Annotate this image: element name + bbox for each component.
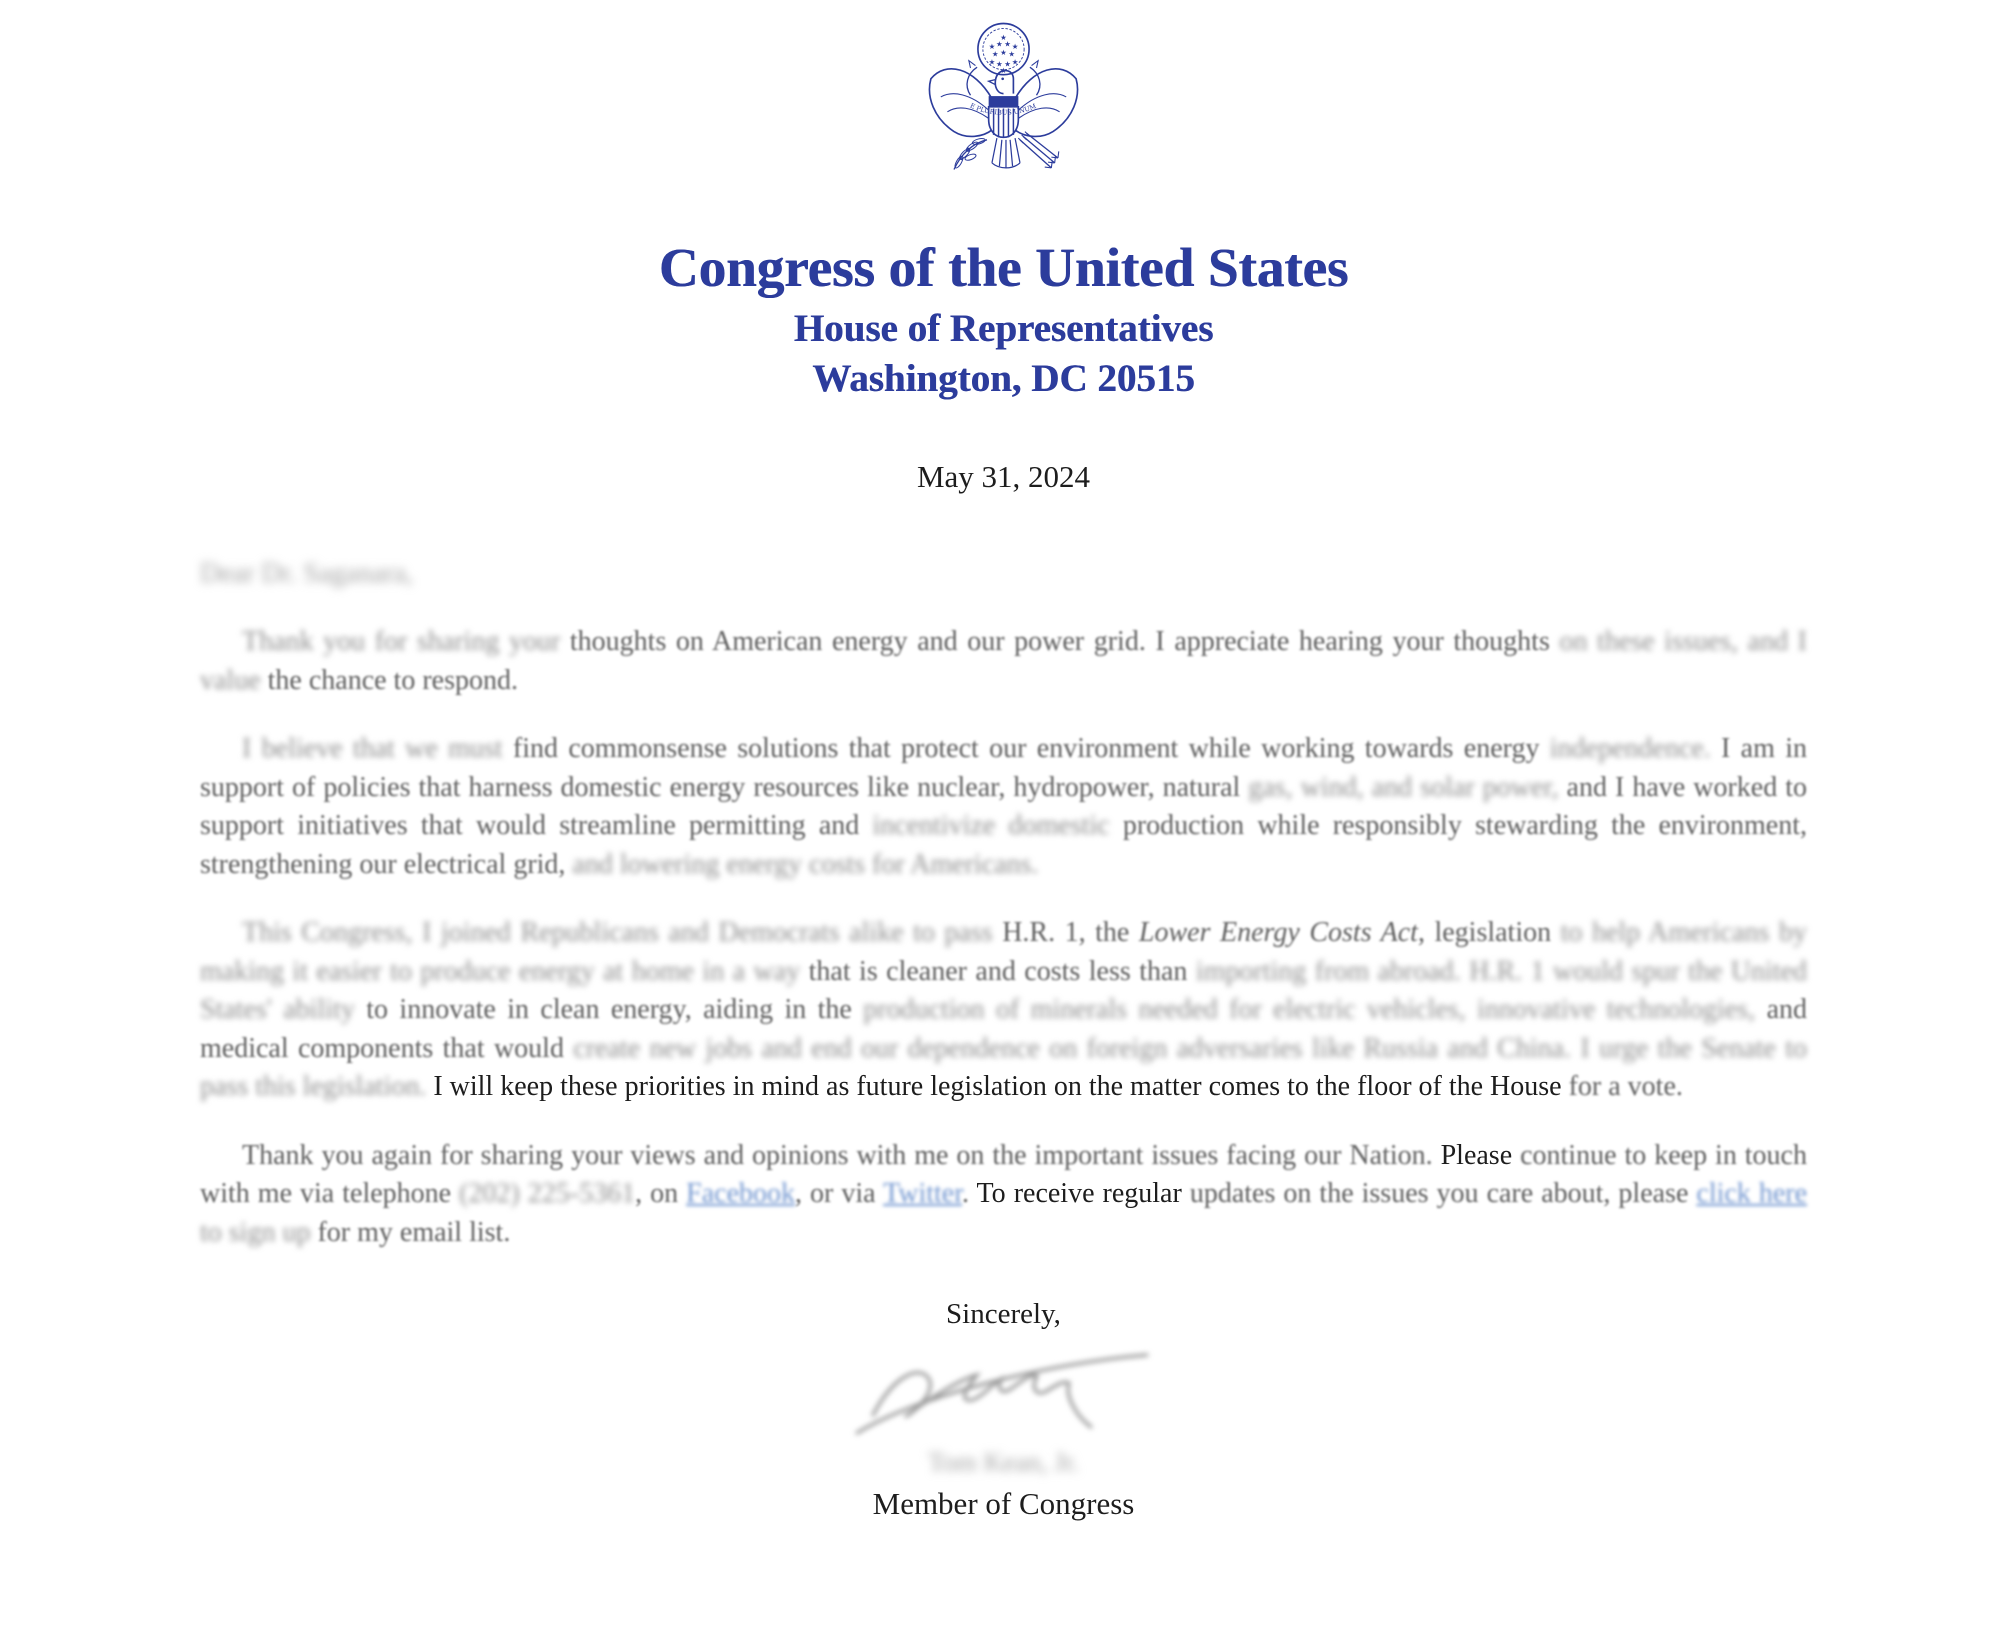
text-segment: create new jobs and end our dependence on foreign adversaries like Russia and China. I urge the Senate to pass this legislation. xyxy=(200,1032,1807,1103)
text-segment: the chance to respond. xyxy=(267,664,518,696)
text-segment: gas, wind, and solar power, xyxy=(1248,771,1567,803)
text-segment: I am in support of policies that harness domestic energy resources like nuclear, hydropower, natural xyxy=(200,733,1807,803)
svg-text:★: ★ xyxy=(996,59,1003,69)
text-segment: to help Americans by making it easier to produce energy at home in a way xyxy=(200,917,1807,987)
text-segment: on these issues, and I value xyxy=(200,626,1807,696)
svg-text:★: ★ xyxy=(1004,39,1011,49)
valediction: Sincerely, xyxy=(946,1298,1061,1331)
svg-text:★: ★ xyxy=(1000,66,1007,75)
letter-body xyxy=(200,555,1807,1253)
svg-text:★: ★ xyxy=(1011,57,1019,67)
great-seal-icon xyxy=(921,16,1086,229)
signer-title: Member of Congress xyxy=(872,1486,1135,1522)
bill-title: Lower Energy Costs Act xyxy=(1138,917,1418,949)
text-segment: production while responsibly stewarding the environment, strengthening our electrical grid, xyxy=(200,810,1807,880)
text-segment: To receive regular xyxy=(976,1178,1190,1210)
facebook-link[interactable]: Facebook xyxy=(686,1178,796,1210)
text-segment: continue to keep in touch with me via telephone xyxy=(200,1139,1807,1210)
text-segment: and I have worked to support initiatives that would streamline permitting and xyxy=(200,771,1808,842)
text-segment: and lowering energy costs for Americans. xyxy=(572,848,1039,880)
text-segment: I believe that we must xyxy=(242,733,513,765)
letterhead-org: Congress of the United States xyxy=(658,237,1349,298)
paragraph-4 xyxy=(200,1137,1807,1253)
text-segment: Thank you for sharing your xyxy=(242,626,570,658)
letter-date: May 31, 2024 xyxy=(916,458,1091,494)
letterhead-city: Washington, DC 20515 xyxy=(812,356,1195,400)
text-segment: to sign up xyxy=(200,1216,318,1248)
click-here-link[interactable]: click here xyxy=(1696,1178,1808,1210)
text-segment: , on xyxy=(635,1178,687,1210)
svg-text:★: ★ xyxy=(1000,47,1007,57)
svg-text:★: ★ xyxy=(1011,42,1019,52)
text-segment: , legislation xyxy=(1417,917,1561,949)
text-segment: for my email list. xyxy=(317,1216,511,1248)
seal-motto: E PLURIBUS UNUM xyxy=(968,101,1038,117)
text-segment: for a vote. xyxy=(1568,1071,1683,1103)
svg-text:★: ★ xyxy=(988,57,996,67)
text-segment: importing from abroad. H.R. 1 would spur the United States' ability xyxy=(200,955,1807,1026)
closing-block xyxy=(0,1298,2007,1522)
text-segment: H.R. 1, the xyxy=(1002,917,1139,949)
signer-name: Tom Kean, Jr. xyxy=(927,1447,1080,1478)
signature-icon xyxy=(849,1337,1159,1445)
phone-number: (202) 225-5361 xyxy=(459,1178,636,1210)
salutation: Dear Dr. Saganara, xyxy=(200,557,414,589)
paragraph-2 xyxy=(200,730,1807,884)
text-segment: Thank you again for sharing your views and opinions with me on the important issues facing our Nation. xyxy=(242,1139,1441,1171)
svg-text:★: ★ xyxy=(1004,59,1011,69)
seal-star: ★ xyxy=(1000,33,1007,42)
svg-text:★: ★ xyxy=(996,39,1003,49)
svg-text:★: ★ xyxy=(1008,49,1016,59)
letterhead-chamber: House of Representatives xyxy=(793,306,1214,350)
text-segment: I will keep these priorities in mind as future legislation on the matter comes to the floor of the House xyxy=(433,1071,1569,1103)
text-segment: This Congress, I joined Republicans and Democrats alike to pass xyxy=(242,917,1003,949)
text-segment: that is cleaner and costs less than xyxy=(808,955,1196,987)
svg-text:★: ★ xyxy=(991,49,999,59)
svg-text:★: ★ xyxy=(988,42,996,52)
paragraph-1 xyxy=(200,623,1807,700)
text-segment: . xyxy=(962,1178,977,1210)
text-segment: and medical components that would xyxy=(200,994,1807,1064)
paragraph-3 xyxy=(200,914,1807,1107)
text-segment: thoughts on American energy and our power grid. I appreciate hearing your thoughts xyxy=(569,626,1560,658)
text-segment: independence. xyxy=(1549,733,1722,765)
text-segment: production of minerals needed for electric vehicles, innovative technologies, xyxy=(863,994,1767,1026)
text-segment: Please xyxy=(1440,1139,1521,1171)
text-segment: incentivize domestic xyxy=(872,810,1123,842)
letterhead xyxy=(0,0,2007,401)
text-segment: find commonsense solutions that protect our environment while working towards energy xyxy=(512,733,1550,765)
text-segment: , or via xyxy=(795,1178,884,1210)
text-segment: to innovate in clean energy, aiding in the xyxy=(366,994,864,1026)
twitter-link[interactable]: Twitter xyxy=(883,1178,963,1210)
text-segment: updates on the issues you care about, please xyxy=(1189,1178,1697,1210)
